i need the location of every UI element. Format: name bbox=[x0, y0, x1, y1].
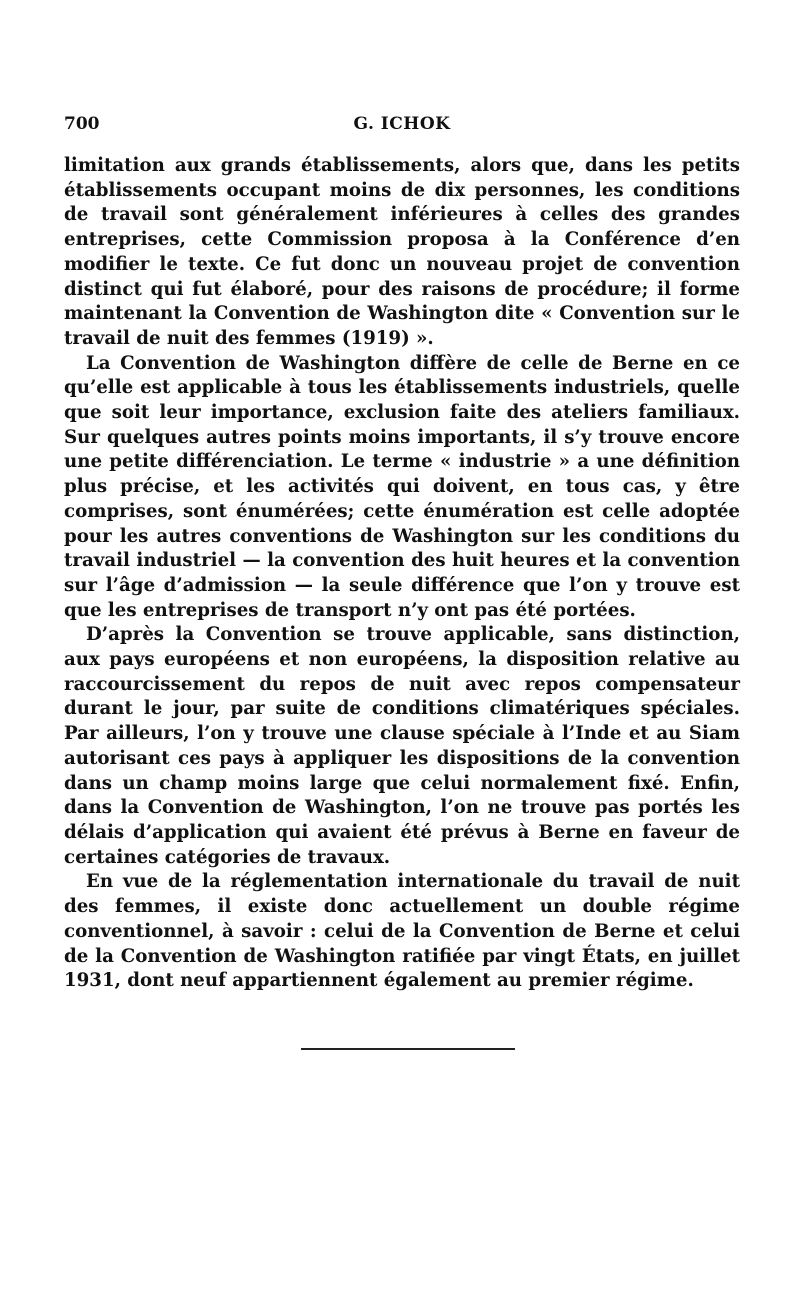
paragraph: La Convention de Washington diffère de celle de Berne en ce qu’elle est applicable à tous les établissements industriels, quelle que soit leur importance, exclusion faite des ateliers familiaux. Sur quelques autres points moins importants, il s’y trouve encore une petite différenciation. Le terme « industrie » a une définition plus précise, et les activités qui doivent, en tous cas, y être comprises, sont énumérées; cette énumération est celle adoptée pour les autres conventions de Washington sur les conditions du travail industriel — la convention des huit heures et la convention sur l’âge d’admission — la seule différence que l’on y trouve est que les entreprises de transport n’y ont pas été portées. bbox=[64, 352, 740, 621]
body-text bbox=[64, 154, 740, 994]
running-head: G. ICHOK bbox=[353, 114, 451, 134]
paragraph: D’après la Convention se trouve applicable, sans distinction, aux pays européens et non européens, la disposition relative au raccourcissement du repos de nuit avec repos compensateur durant le jour, par suite de conditions climatériques spéciales. Par ailleurs, l’on y trouve une clause spéciale à l’Inde et au Siam autorisant ces pays à appliquer les dispositions de la convention dans un champ moins large que celui normalement fixé. Enfin, dans la Convention de Washington, l’on ne trouve pas portés les délais d’application qui avaient été prévus à Berne en faveur de certaines catégories de travaux. bbox=[64, 624, 740, 868]
paragraph-continuation: limitation aux grands établissements, alors que, dans les petits établissements occupant moins de dix personnes, les conditions de travail sont généralement inférieures à celles des grandes entreprises, cette Commission proposa à la Conférence d’en modifier le texte. Ce fut donc un nouveau projet de convention distinct qui fut élaboré, pour des raisons de procédure; il forme maintenant la Convention de Washington dite « Convention sur le travail de nuit des femmes (1919) ». bbox=[64, 155, 740, 349]
paragraph: En vue de la réglementation internationale du travail de nuit des femmes, il existe donc actuellement un double régime conventionnel, à savoir : celui de la Convention de Berne et celui de la Convention de Washington ratifiée par vingt États, en juillet 1931, dont neuf appartiennent également au premier régime. bbox=[64, 871, 740, 992]
page-header bbox=[64, 114, 740, 140]
page-number: 700 bbox=[64, 114, 100, 134]
end-rule bbox=[301, 1048, 515, 1050]
